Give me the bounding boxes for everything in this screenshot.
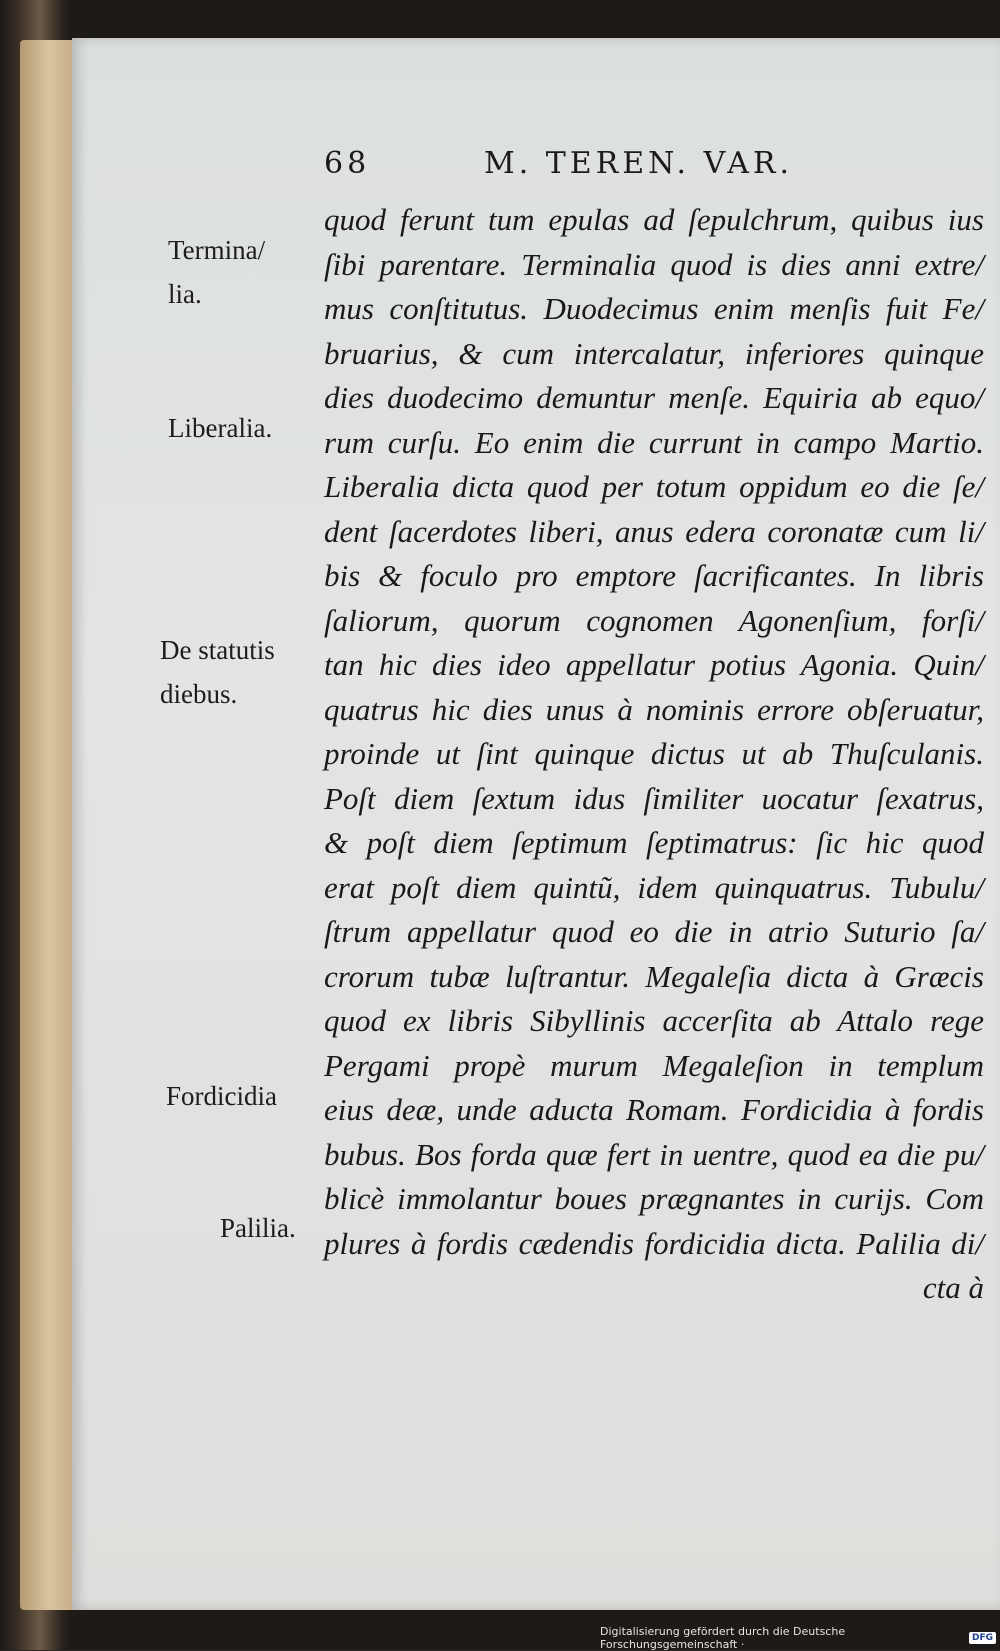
text-line: blicè immolantur boues prægnantes in curijs. Com: [324, 1181, 984, 1216]
text-line: bruarius, & cum intercalatur, inferiores quinque: [324, 335, 984, 371]
text-line: tan hic dies ideo appellatur potius Agonia. Quin/: [324, 647, 984, 682]
text-line: Poſt diem ſextum idus ſimiliter uocatur ſexatrus,: [324, 780, 984, 816]
text-line: dies duodecimo demuntur menſe. Equiria ab equo/: [324, 380, 984, 415]
margin-note-line: diebus.: [160, 679, 238, 709]
margin-note-line: Termina/: [168, 235, 266, 265]
book-page-edge: [20, 40, 78, 1610]
margin-note-line: Palilia.: [220, 1213, 296, 1243]
text-line: crorum tubæ luſtrantur. Megaleſia dicta à Græcis: [324, 958, 984, 994]
margin-note-terminalia: [168, 228, 265, 316]
text-line: bis & foculo pro emptore ſacrificantes. In libris: [324, 558, 984, 593]
book-page: [72, 38, 1000, 1610]
text-line: eius deæ, unde aducta Romam. Fordicidia à fordis: [324, 1092, 984, 1127]
margin-note-palilia: [220, 1206, 296, 1250]
text-line: Pergami propè murum Megaleſion in templum: [324, 1047, 984, 1083]
text-line: mus conſtitutus. Duodecimus enim menſis fuit Fe/: [324, 291, 984, 326]
text-line: bubus. Bos forda quæ fert in uentre, quod ea die pu/: [324, 1136, 984, 1172]
margin-note-line: lia.: [168, 279, 202, 309]
dfg-logo-icon: DFG: [969, 1632, 996, 1644]
text-line: proinde ut ſint quinque dictus ut ab Thuſculanis.: [324, 736, 984, 771]
text-line: quod ex libris Sibyllinis accerſita ab Attalo rege: [324, 1003, 984, 1038]
text-line: plures à fordis cædendis fordicidia dicta. Palilia di/: [324, 1225, 984, 1261]
running-title: M. TEREN. VAR.: [484, 146, 794, 181]
margin-note-liberalia: [168, 406, 272, 450]
text-line: ſtrum appellatur quod eo die in atrio Suturio ſa/: [324, 914, 984, 949]
text-line: quod ferunt tum epulas ad ſepulchrum, quibus ius: [324, 202, 984, 237]
margin-note-line: Liberalia.: [168, 413, 273, 443]
main-text-block: [324, 198, 984, 1311]
text-line: erat poſt diem quintũ, idem quinquatrus. Tubulu/: [324, 869, 984, 905]
running-header: [324, 146, 964, 196]
margin-note-line: De statutis: [160, 635, 275, 665]
credit-text: Digitalisierung gefördert durch die Deutsche Forschungsgemeinschaft ·: [600, 1625, 846, 1651]
text-line: ſibi parentare. Terminalia quod is dies anni extre/: [324, 246, 984, 282]
text-line: & poſt diem ſeptimum ſeptimatrus: ſic hic quod: [324, 825, 984, 860]
margin-note-line: Fordicidia: [166, 1081, 277, 1111]
text-line: Liberalia dicta quod per totum oppidum eo die ſe/: [324, 469, 984, 504]
margin-note-fordicidia: [166, 1074, 277, 1118]
text-line: ſaliorum, quorum cognomen Agonenſium, forſi/: [324, 602, 984, 638]
text-line-catchword: cta à: [922, 1270, 984, 1305]
page-number: 68: [324, 146, 371, 181]
text-line: dent ſacerdotes liberi, anus edera coronatæ cum li/: [324, 513, 984, 549]
text-line: quatrus hic dies unus à nominis errore obſeruatur,: [324, 691, 984, 727]
digitization-credit: [600, 1625, 996, 1651]
margin-note-de-statutis: [160, 628, 275, 716]
text-line: rum curſu. Eo enim die currunt in campo Martio.: [324, 424, 984, 460]
